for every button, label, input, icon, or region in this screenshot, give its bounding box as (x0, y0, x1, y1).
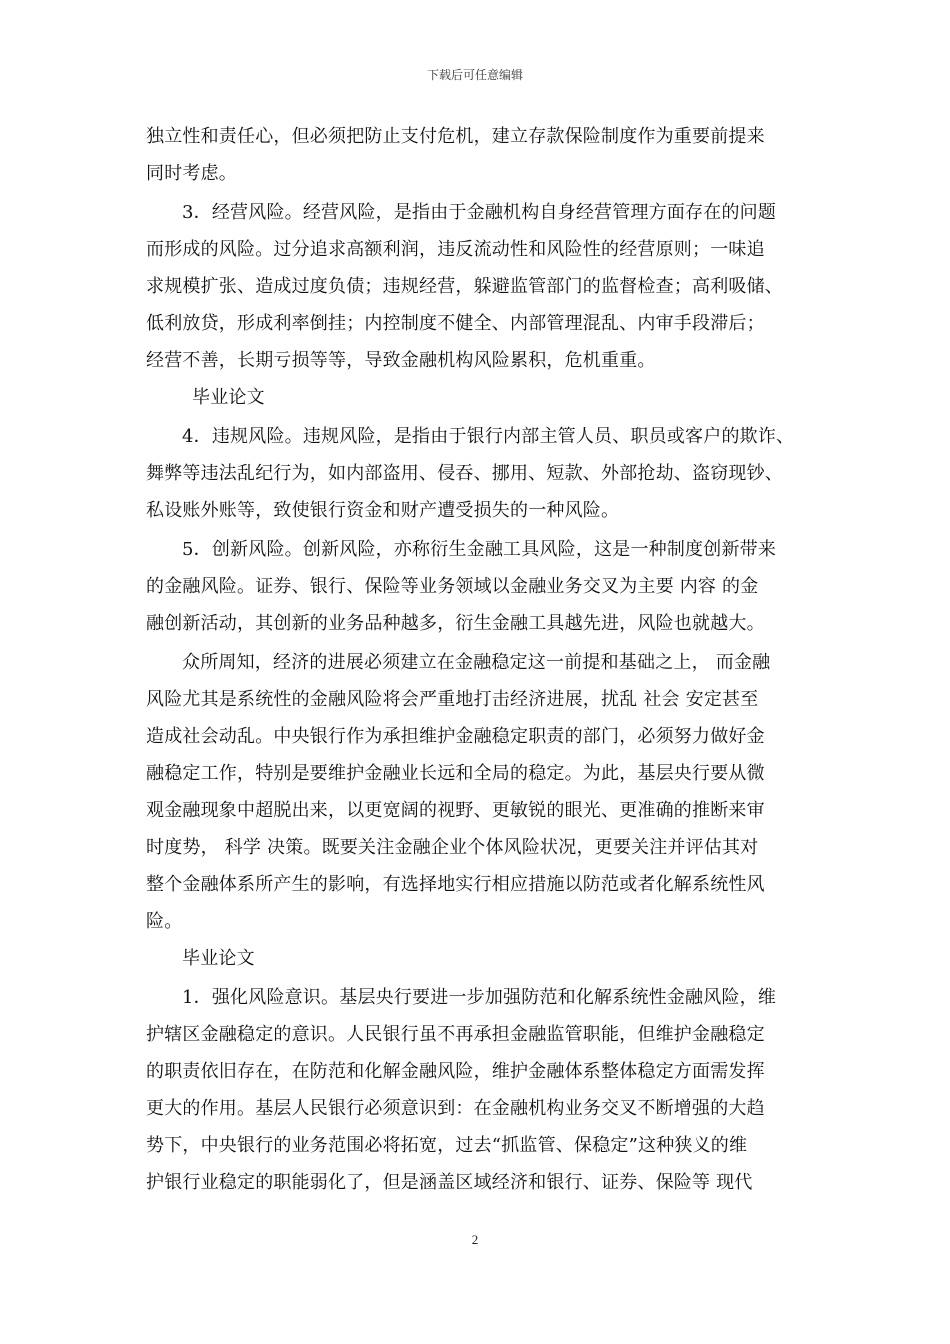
body-line: 融稳定工作，特别是要维护金融业长远和全局的稳定。为此，基层央行要从微 (146, 763, 765, 784)
page-number: 2 (471, 1232, 479, 1247)
section-5-heading-line: 5．创新风险。创新风险，亦称衍生金融工具风险，这是一种制度创新带来 (182, 539, 777, 560)
body-line: 低利放贷，形成利率倒挂；内控制度不健全、内部管理混乱、内审手段滞后； (146, 313, 765, 334)
body-line: 独立性和责任心，但必须把防止支付危机，建立存款保险制度作为重要前提来 (146, 126, 765, 147)
body-line: 更大的作用。基层人民银行必须意识到：在金融机构业务交叉不断增强的大趋 (146, 1098, 765, 1119)
body-line: 而形成的风险。过分追求高额利润，违反流动性和风险性的经营原则；一味追 (146, 239, 765, 260)
body-line: 整个金融体系所产生的影响，有选择地实行相应措施以防范或者化解系统性风 (146, 874, 765, 895)
paragraph-start-line: 众所周知，经济的进展必须建立在金融稳定这一前提和基础之上， 而金融 (182, 652, 771, 673)
body-line: 经营不善，长期亏损等等，导致金融机构风险累积，危机重重。 (146, 350, 656, 371)
section-4-heading-line: 4．违规风险。违规风险，是指由于银行内部主管人员、职员或客户的欺诈、 (182, 426, 795, 447)
body-line: 求规模扩张、造成过度负债；违规经营，躲避监管部门的监督检查；高利吸储、 (146, 276, 783, 297)
body-line: 险。 (146, 911, 183, 932)
body-line: 造成社会动乱。中央银行作为承担维护金融稳定职责的部门，必须努力做好金 (146, 726, 765, 747)
page-header: 下载后可任意编辑 (426, 68, 523, 82)
watermark-label: 毕业论文 (192, 387, 265, 408)
body-line: 的金融风险。证券、银行、保险等业务领域以金融业务交叉为主要 内容 的金 (146, 576, 759, 597)
body-line: 势下，中央银行的业务范围必将拓宽，过去“抓监管、保稳定”这种狭义的维 (146, 1135, 748, 1156)
body-line: 融创新活动，其创新的业务品种越多，衍生金融工具越先进，风险也就越大。 (146, 613, 765, 634)
body-line: 时度势， 科学 决策。既要关注金融企业个体风险状况，更要关注并评估其对 (146, 837, 759, 858)
body-line: 舞弊等违法乱纪行为，如内部盗用、侵吞、挪用、短款、外部抢劫、盗窃现钞、 (146, 463, 783, 484)
body-line: 同时考虑。 (146, 163, 237, 184)
body-line: 的职责依旧存在，在防范和化解金融风险，维护金融体系整体稳定方面需发挥 (146, 1061, 765, 1082)
body-line: 私设账外账等，致使银行资金和财产遭受损失的一种风险。 (146, 500, 620, 521)
body-line: 风险尤其是系统性的金融风险将会严重地打击经济进展，扰乱 社会 安定甚至 (146, 689, 759, 710)
body-line: 护辖区金融稳定的意识。人民银行虽不再承担金融监管职能，但维护金融稳定 (146, 1024, 765, 1045)
watermark-label: 毕业论文 (182, 948, 255, 969)
body-line: 护银行业稳定的职能弱化了，但是涵盖区域经济和银行、证券、保险等 现代 (146, 1172, 753, 1193)
section-3-heading-line: 3．经营风险。经营风险，是指由于金融机构自身经营管理方面存在的问题 (182, 202, 777, 223)
section-1-heading-line: 1．强化风险意识。基层央行要进一步加强防范和化解系统性金融风险，维 (182, 987, 777, 1008)
body-line: 观金融现象中超脱出来，以更宽阔的视野、更敏锐的眼光、更准确的推断来审 (146, 800, 765, 821)
